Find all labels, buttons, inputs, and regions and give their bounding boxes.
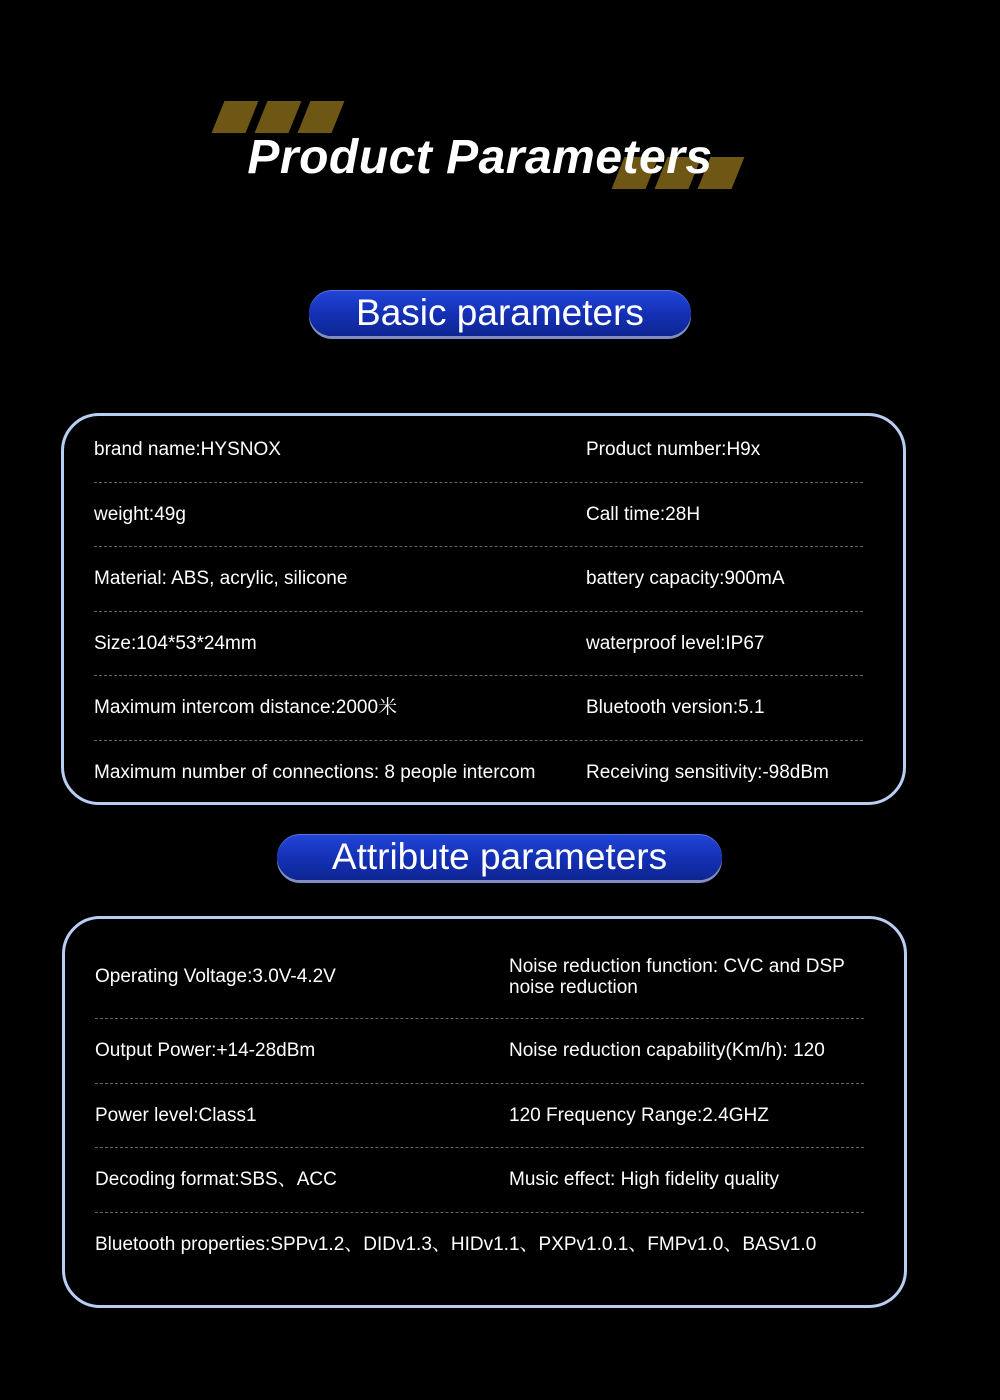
table-row: [94, 418, 863, 483]
table-row: [94, 612, 863, 677]
param-cell: Bluetooth properties:SPPv1.2、DIDv1.3、HIDv1.1、PXPv1.0.1、FMPv1.0、BASv1.0: [95, 1234, 817, 1256]
param-cell: Material: ABS, acrylic, silicone: [94, 568, 348, 590]
decorative-stripes-top: [218, 101, 338, 133]
table-row: [94, 676, 863, 741]
section-heading-attribute: Attribute parameters: [277, 834, 722, 880]
param-cell: brand name:HYSNOX: [94, 439, 281, 461]
param-cell: Maximum number of connections: 8 people intercom: [94, 762, 536, 784]
table-row: [94, 741, 863, 806]
param-cell: Output Power:+14-28dBm: [95, 1040, 316, 1062]
param-cell: Maximum intercom distance:2000米: [94, 697, 398, 719]
basic-parameters-list: [94, 418, 863, 805]
param-cell: Music effect: High fidelity quality: [509, 1169, 779, 1191]
param-cell: Operating Voltage:3.0V-4.2V: [95, 966, 336, 987]
param-cell: Noise reduction capability(Km/h): 120: [509, 1040, 825, 1062]
attribute-parameters-card: [62, 916, 907, 1308]
param-cell: Noise reduction function: CVC and DSP noise reduction: [509, 955, 845, 998]
param-cell: Decoding format:SBS、ACC: [95, 1169, 337, 1191]
param-cell: Power level:Class1: [95, 1104, 257, 1126]
table-row: [94, 483, 863, 548]
param-cell: Bluetooth version:5.1: [586, 697, 765, 719]
table-row: [95, 1213, 864, 1278]
table-row: [95, 1019, 864, 1084]
section-heading-basic: Basic parameters: [309, 290, 691, 336]
table-row: [94, 547, 863, 612]
param-cell: Size:104*53*24mm: [94, 632, 257, 654]
attribute-parameters-list: [95, 935, 864, 1277]
param-cell: battery capacity:900mA: [586, 568, 785, 590]
param-cell: waterproof level:IP67: [586, 632, 765, 654]
table-row: [95, 1148, 864, 1213]
param-cell: Receiving sensitivity:-98dBm: [586, 762, 829, 784]
param-cell: 120 Frequency Range:2.4GHZ: [509, 1104, 769, 1126]
table-row: [95, 935, 864, 1019]
table-row: [95, 1084, 864, 1149]
param-cell: Call time:28H: [586, 503, 701, 525]
param-cell: weight:49g: [94, 503, 186, 525]
page-title: Product Parameters: [247, 131, 713, 184]
param-cell: Product number:H9x: [586, 439, 761, 461]
basic-parameters-card: [61, 413, 906, 805]
